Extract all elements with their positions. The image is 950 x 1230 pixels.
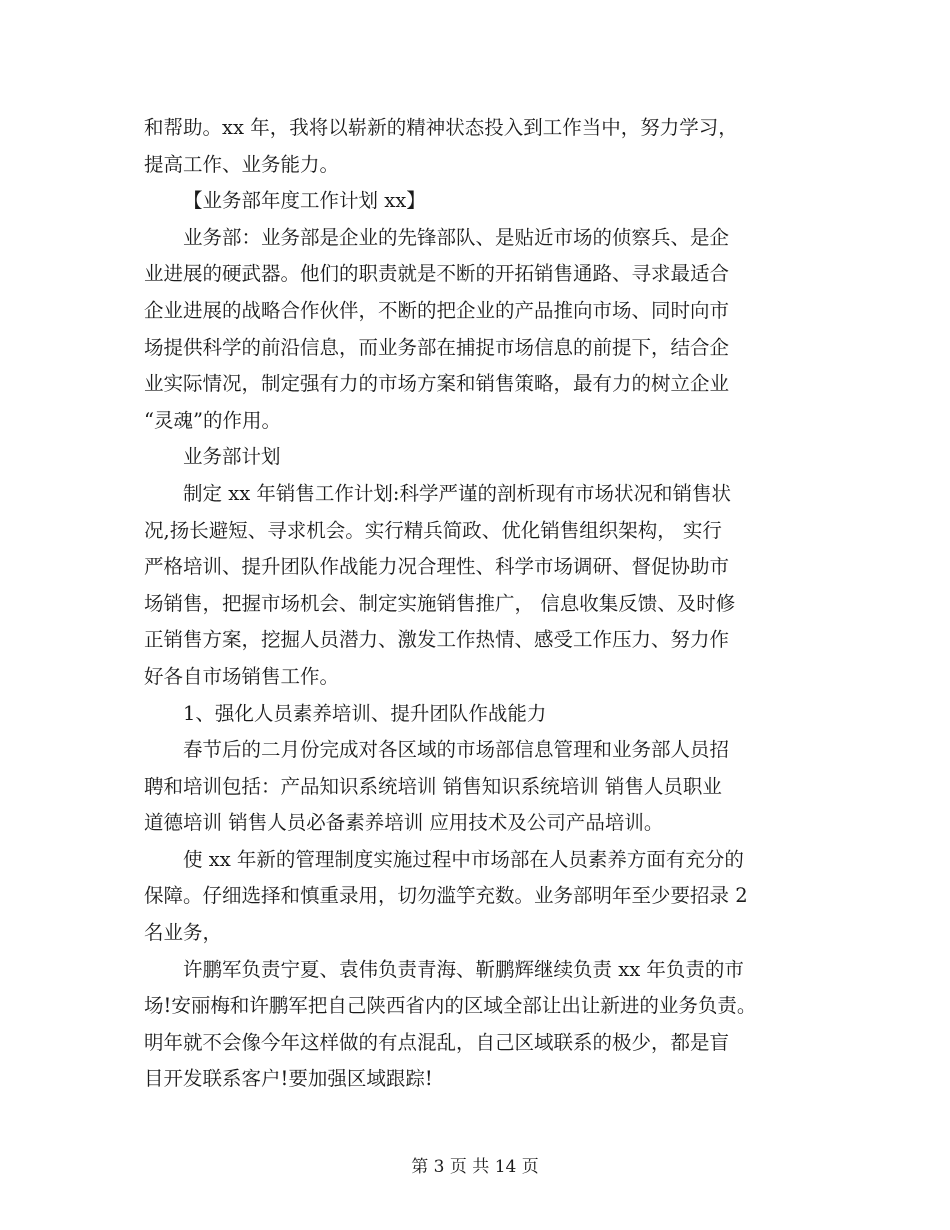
text-line: 场提供科学的前沿信息，而业务部在捕捉市场信息的前提下，结合企: [144, 335, 730, 359]
section-heading: 业务部计划: [183, 445, 281, 469]
section-heading: 1、强化人员素养培训、提升团队作战能力: [183, 701, 547, 725]
text-line: 保障。仔细选择和慎重录用，切勿滥竽充数。业务部明年至少要招录 2: [144, 884, 748, 908]
text-line: 提高工作、业务能力。: [144, 152, 340, 176]
text-line: 业务部：业务部是企业的先锋部队、是贴近市场的侦察兵、是企: [183, 225, 730, 249]
text-line: 业实际情况，制定强有力的市场方案和销售策略，最有力的树立企业: [144, 372, 730, 396]
text-line: “灵魂”的作用。: [144, 408, 281, 432]
document-body: [144, 110, 824, 1098]
text-line: 春节后的二月份完成对各区域的市场部信息管理和业务部人员招: [183, 738, 730, 762]
text-line: 正销售方案，挖掘人员潜力、激发工作热情、感受工作压力、努力作: [144, 628, 730, 652]
section-heading: 【业务部年度工作计划 xx】: [183, 189, 426, 213]
text-line: 场销售，把握市场机会、制定实施销售推广， 信息收集反馈、及时修: [144, 591, 736, 615]
text-line: 好各自市场销售工作。: [144, 664, 340, 688]
page-number-footer: 第 3 页 共 14 页: [411, 1157, 539, 1177]
text-line: 聘和培训包括：产品知识系统培训 销售知识系统培训 销售人员职业: [144, 774, 722, 798]
text-line: 场!安丽梅和许鹏军把自己陕西省内的区域全部让出让新进的业务负责。: [144, 994, 757, 1018]
text-line: 制定 xx 年销售工作计划:科学严谨的剖析现有市场状况和销售状: [183, 481, 731, 505]
text-line: 目开发联系客户!要加强区域跟踪!: [144, 1067, 433, 1091]
text-line: 道德培训 销售人员必备素养培训 应用技术及公司产品培训。: [144, 811, 664, 835]
text-line: 况,扬长避短、寻求机会。实行精兵简政、优化销售组织架构， 实行: [144, 518, 722, 542]
text-line: 使 xx 年新的管理制度实施过程中市场部在人员素养方面有充分的: [183, 847, 744, 871]
text-line: 严格培训、提升团队作战能力况合理性、科学市场调研、督促协助市: [144, 555, 730, 579]
text-line: 业进展的硬武器。他们的职责就是不断的开拓销售通路、寻求最适合: [144, 262, 730, 286]
text-line: 许鹏军负责宁夏、袁伟负责青海、靳鹏辉继续负责 xx 年负责的市: [183, 957, 744, 981]
text-line: 明年就不会像今年这样做的有点混乱，自己区域联系的极少，都是盲: [144, 1030, 730, 1054]
text-line: 名业务，: [144, 921, 223, 945]
text-line: 和帮助。xx 年，我将以崭新的精神状态投入到工作当中，努力学习，: [144, 116, 738, 139]
text-line: 企业进展的战略合作伙伴，不断的把企业的产品推向市场、同时向市: [144, 298, 730, 322]
